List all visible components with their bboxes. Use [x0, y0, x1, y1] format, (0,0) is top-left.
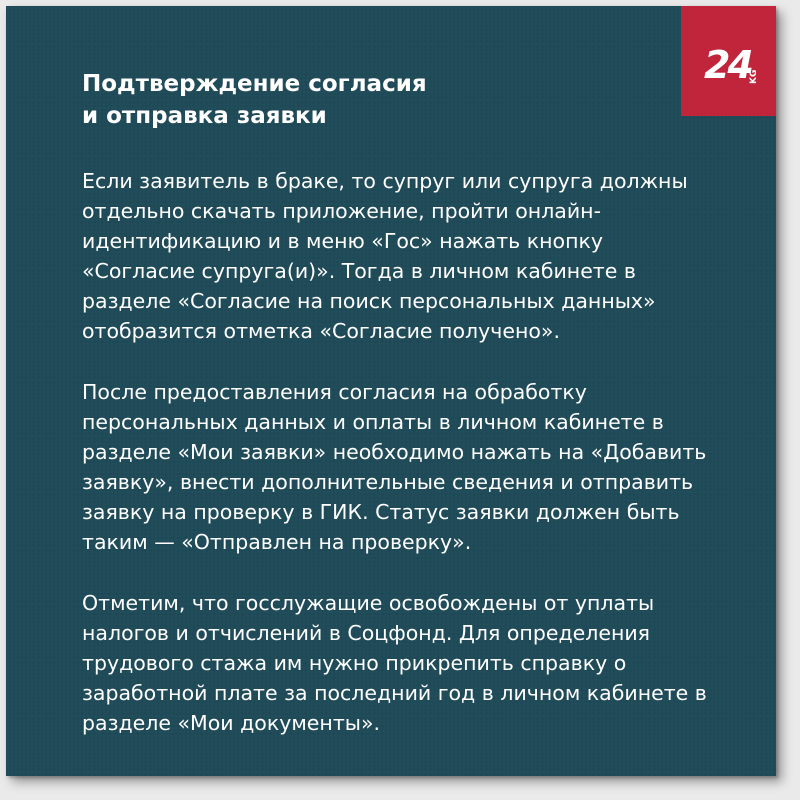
text-line: идентификацию и в меню «Гос» нажать кнопку	[82, 229, 604, 253]
post-title	[82, 68, 642, 132]
text-line: Если заявитель в браке, то супруг или супруга должны	[82, 169, 688, 193]
text-line: таким — «Отправлен на проверку».	[82, 530, 472, 554]
text-line: разделе «Согласие на поиск персональных данных»	[82, 289, 656, 313]
text-line: заработной плате за последний год в личном кабинете в	[82, 681, 707, 705]
post-body	[82, 166, 762, 769]
text-line: После предоставления согласия на обработку	[82, 380, 587, 404]
text-line: трудового стажа им нужно прикрепить справку о	[82, 651, 627, 675]
text-line: разделе «Мои документы».	[82, 711, 381, 735]
text-line: заявку», внести дополнительные сведения и отправить	[82, 470, 694, 494]
text-line: разделе «Мои заявки» необходимо нажать на «Добавить	[82, 440, 707, 464]
text-line: отдельно скачать приложение, пройти онлайн-	[82, 199, 601, 223]
paragraph-civil-servants	[82, 588, 762, 738]
title-line: и отправка заявки	[82, 103, 327, 129]
text-line: отобразится отметка «Согласие получено».	[82, 319, 560, 343]
logo-sub-text: KG	[749, 69, 759, 84]
text-line: Отметим, что госслужащие освобождены от уплаты	[82, 591, 655, 615]
text-line: заявку на проверку в ГИК. Статус заявки должен быть	[82, 500, 680, 524]
text-line: «Согласие супруга(и)». Тогда в личном кабинете в	[82, 259, 636, 283]
paragraph-spouse-consent	[82, 166, 762, 346]
post-card	[6, 6, 776, 776]
paragraph-submit-application	[82, 377, 762, 557]
logo-24kg-icon	[681, 6, 776, 116]
logo-main-text: 24	[704, 43, 751, 87]
logo-badge	[681, 6, 776, 116]
text-line: персональных данных и оплаты в личном кабинете в	[82, 410, 664, 434]
title-line: Подтверждение согласия	[82, 71, 427, 97]
text-line: налогов и отчислений в Соцфонд. Для определения	[82, 621, 651, 645]
